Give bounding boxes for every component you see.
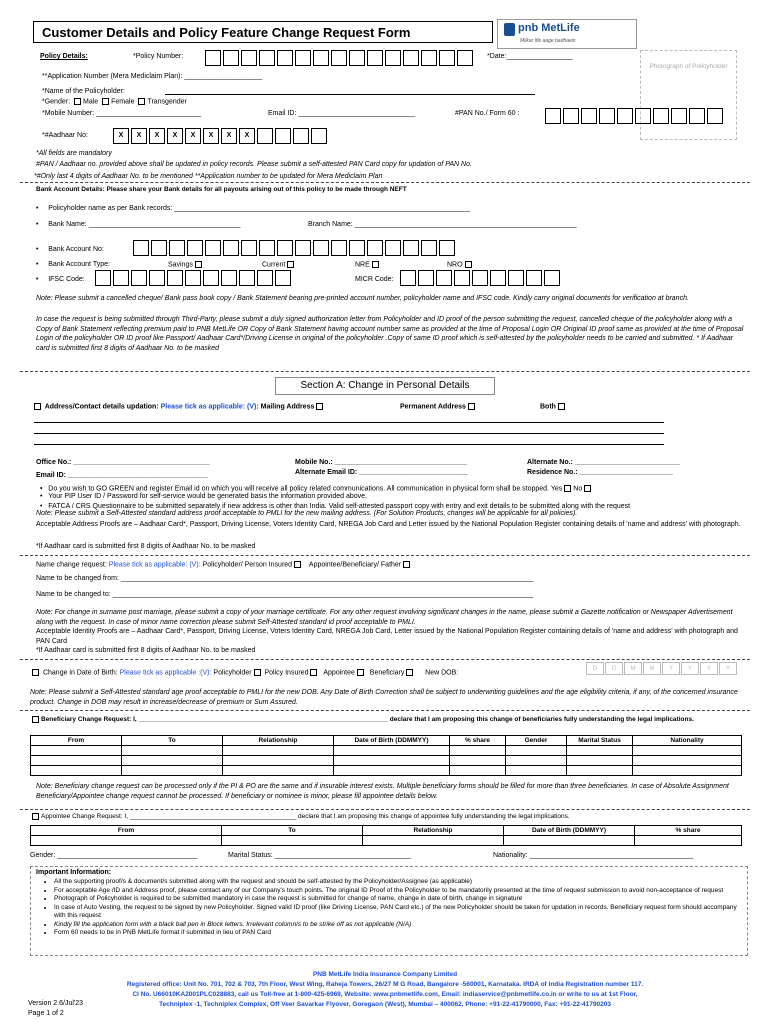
logo-icon [504,23,515,36]
footer-line: Registered office: Unit No. 701, 702 & 703, 7th Floor, West Wing, Raheja Towers, 26/27 M G Road, Bangalore -560001, Karnataka. IRDA of India Registration number 117. [126,981,644,988]
important-list [40,878,740,938]
list-item: • Photograph of Policyholder is required to be submitted mandatory in case the request is submitted for change of name, change in date of birth, change in signature [54,895,740,904]
list-item: • All the supporting proof/s & document/s submitted along with the request and should be self-attested by the Policyholder/Assignee (as applicable) [54,878,740,887]
both-option[interactable]: Both [540,403,567,410]
micr-label: MICR Code: [355,276,394,283]
ifsc-cells[interactable] [95,270,293,286]
page-number: Page 1 of 2 [28,1010,64,1017]
dob-appointee-checkbox[interactable] [357,669,364,676]
name-change-note: Note: For change in surname post marriage, please submit a copy of your marriage certificate. For any other request involving significant changes in the name, please submit a Gazette notification or Newspaper Advertisement along with the request. In case of minor name correction please submit Self-Attested standard id proof acceptable to PMLI. [36,609,733,626]
col-share: % share [450,736,506,746]
third-party-note: In case the request is being submitted through Third-Party, please submit a duly signed authorization letter from Policyholder and ID proof of the person submitting the request, cancelled cheque of the policyholder along with a Copy of Bank Statement reflecting premium paid to PNB MetLife OR Copy of Bank Statement having account number same as provided at the time of Proposal Login OR Original ID proof same as provided at the time of Proposal Login of the policyholder OR ID proof like Passport/ Aadhaar Card*/Driving License in original of the policyholder .Copy of same ID proof which is self-attested by the policyholder needs to be carried and submitted. * If Aadhaar card is submitted first 8 digits of Aadhaar No. to be masked [36,316,744,352]
col-dob: Date of Birth (DDMMYY) [334,736,450,746]
col-relationship: Relationship [223,736,334,746]
beneficiary-request: Beneficiary Change Request: I, _____________________________________________________________________ declare that I am proposing this change of beneficiaries fully understanding the legal implications. [30,716,694,723]
version-label: Version 2.6/Jul'23 [28,1000,84,1007]
bank-holder-name[interactable]: • Policyholder name as per Bank records: ____________________________________________________________________________ [36,205,471,212]
policyholder-name-line[interactable] [165,94,535,95]
account-type-row: • Bank Account Type: [36,261,110,268]
appointee-checkbox[interactable] [403,561,410,568]
transgender-checkbox[interactable] [138,98,145,105]
mailing-checkbox[interactable] [316,403,323,410]
divider [20,809,750,810]
male-label: Male [82,98,99,106]
table-row [31,766,742,776]
aadhaar-cells[interactable]: X X X X X X X X [113,128,329,144]
beneficiary-note: Note: Beneficiary change request can be processed only if the PI & PO are the same and if insurable interest exists. Multiple beneficiary forms should be filled for more than three beneficiaries. In case of Absolute Assignment Beneficiary/Appointee change request cannot be processed. If beneficiary or nominee is minor, please fill appointee details below. [36,783,729,800]
pan-label: #PAN No./ Form 60 : [455,110,520,117]
policy-number-cells[interactable] [205,50,475,66]
logo-name: pnb MetLife [518,22,580,34]
aadhaar-mask-note: *If Aadhaar card is submitted first 8 digits of Aadhaar No. to be masked [36,647,256,654]
table-row [31,836,742,846]
current-option[interactable]: Current [262,261,296,268]
divider [20,710,750,711]
go-green-bullet: • Do you wish to GO GREEN and register Email id on which you will receive all policy related communications. All communication in physical form shall be stopped. Yes No [40,485,593,492]
acceptable-address-proofs: Acceptable Address Proofs are – Aadhaar Card*, Passport, Driving License, Voters Identity Card, NREGA Job Card and Letter issued by the National Population Register containing details of 'name and address' with photograph. [36,521,741,528]
footer-company: PNB MetLife India Insurance Company Limited [312,971,458,978]
table-header [31,826,742,836]
gender-label: *Gender: [42,98,71,106]
divider [20,371,750,372]
branch-name-field[interactable]: Branch Name: _________________________________________________________ [308,221,577,228]
alt-mobile-field[interactable]: Alternate No.: ___________________________ [527,459,680,466]
divider [20,659,750,660]
col-to: To [222,826,363,836]
address-line[interactable] [34,444,664,445]
alt-email-field[interactable]: Alternate Email ID: ____________________________ [295,469,469,476]
photo-box[interactable]: Photograph of Policyholder [640,50,737,140]
aadhaar-note: *#Only last 4 digits of Aadhaar No. to be mentioned **Application number to be updated for Mera Mediclaim Plan [34,173,383,180]
col-share: % share [635,826,742,836]
list-item: • Form 60 needs to be in PNB MetLife format if submitted in lieu of PAN Card [54,929,740,938]
address-line[interactable] [34,422,664,423]
fatca-bullet: • FATCA / CRS Questionnaire to be submitted separately if new address is other than India. Valid self-attested passport copy with entry and exit details to be submitted along with the request [40,503,631,510]
company-logo [497,19,637,49]
aadhaar-mask-note: *If Aadhaar card is submitted first 8 digits of Aadhaar No. to be masked [36,543,256,550]
residence-no-field[interactable]: Residence No.: ________________________ [527,469,673,476]
permanent-option[interactable]: Permanent Address [400,403,477,410]
bank-note: Note: Please submit a cancelled cheque/ Bank pass book copy / Bank Statement bearing pre-printed account number, policyholder name and IFSC code. Kindly carry original documents for verification at branch. [36,295,689,302]
female-label: Female [111,98,135,106]
col-dob: Date of Birth (DDMMYY) [504,826,635,836]
beneficiary-table[interactable] [30,735,742,776]
mobile-no-field[interactable]: Mobile No.: __________________________________ [295,459,468,466]
bank-heading: Bank Account Details: Please share your Bank details for all payouts arising out of this policy to be made through NEFT [36,186,407,193]
logo-tagline: Milkar life aage badhaein [520,38,576,44]
email-field[interactable]: Email ID: ______________________________ [268,110,416,117]
list-item: • In case of Auto Vesting, the request to be signed by new Policyholder. Signed valid ID proof (like Driving License, PAN Card etc.) of the new Policyholder should be taken for updation in records. Beneficiary request form should accompany with this request [54,904,740,921]
col-gender: Gender [506,736,567,746]
footer [40,970,730,1010]
col-nationality: Nationality [633,736,742,746]
ifsc-label: • IFSC Code: [36,276,85,283]
appointee-change-checkbox[interactable] [32,813,39,820]
policy-details-heading: Policy Details: [40,53,88,60]
col-from: From [31,736,122,746]
address-update-checkbox[interactable] [34,403,41,410]
appointee-marital[interactable]: Marital Status: ___________________________________ [228,852,411,859]
office-no-field[interactable]: Office No.: ___________________________________ [36,459,210,466]
table-header [31,736,742,746]
female-checkbox[interactable] [102,98,109,105]
appointee-nationality[interactable]: Nationality: __________________________________________ [493,852,694,859]
pan-cells[interactable] [545,108,725,124]
table-row [31,746,742,756]
name-from-field[interactable]: Name to be changed from: __________________________________________________________________________________________________________ [36,575,534,582]
col-to: To [122,736,223,746]
footer-line: Techniplex -1, Techniplex Complex, Off Veer Savarkar Flyover, Goregaon (West), Mumbai – 400062. Phone: +91-22-41790000, Fax: +91-22-41790203 [159,1001,611,1008]
nre-option[interactable]: NRE [355,261,381,268]
dob-insured-checkbox[interactable] [310,669,317,676]
dob-row: Change in Date of Birth: Please tick as applicable :(V): Policyholder Policy Insured Appointee Beneficiary New DOB: [30,669,458,676]
bank-name-field[interactable]: • Bank Name: _______________________________________ [36,221,241,228]
application-number-field[interactable]: **Application Number (Mera Mediclaim Plan): ____________________ [42,73,263,80]
name-change-row: Name change request: Please tick as applicable: (V): Policyholder/ Person Insured Appointee/Beneficiary/ Father [36,561,412,568]
address-line[interactable] [34,433,664,434]
address-note: Note: Please submit a Self-Attested standard address proof acceptable to PMLI for the new mailing address. (For Solution Products, changes will be applicable for all policies). [36,510,578,517]
address-update-row: Address/Contact details updation: Please tick as applicable: (V): Mailing Address [32,403,325,410]
dob-note: Note: Please submit a Self-Attested standard age proof acceptable to PMLI for the new DOB. Any Date of Birth Correction shall be subject to underwriting guidelines and the age eligibility criteria, if any, of the concerned insurance product. Change in DOB may result in increase/decrease of premium or Sum Assured. [30,689,738,706]
gender-row [42,98,187,105]
transgender-label: Transgender [147,98,187,106]
policyholder-checkbox[interactable] [294,561,301,568]
policyholder-name-label: *Name of the Policyholder: [42,88,125,95]
pan-note: #PAN / Aadhaar no. provided above shall be updated in policy records. Please submit a self-attested PAN Card copy for updation of PAN No. [36,161,472,168]
no-checkbox[interactable] [584,485,591,492]
col-relationship: Relationship [363,826,504,836]
account-no-label: • Bank Account No: [36,246,104,253]
dob-beneficiary-checkbox[interactable] [406,669,413,676]
nro-option[interactable]: NRO [447,261,474,268]
policy-number-label: *Policy Number: [133,53,184,60]
divider [20,182,750,183]
name-to-field[interactable]: Name to be changed to: ____________________________________________________________________________________________________________ [36,591,534,598]
appointee-request: Appointee Change Request: I, ______________________________________________ declare that I am proposing this change of appointee fully understanding the legal implications. [30,813,570,820]
col-from: From [31,826,222,836]
account-no-cells[interactable] [133,240,457,256]
new-dob-cells[interactable]: D D M M Y Y Y Y [586,662,738,675]
mobile-field[interactable]: *Mobile Number: ___________________________ [42,110,202,117]
list-item: • Kindly fill the application form with a black ball pen in Block letters. Irrelevant column/s to be strike off as not applicable (N/A) [54,921,740,930]
section-a-title: Section A: Change in Personal Details [275,377,495,395]
important-heading: Important Information: [36,869,112,876]
yes-checkbox[interactable] [564,485,571,492]
micr-cells[interactable] [400,270,562,286]
aadhaar-label: *#Aadhaar No: [42,132,88,139]
form-title: Customer Details and Policy Feature Change Request Form [33,21,493,43]
col-marital: Marital Status [567,736,633,746]
dob-policyholder-checkbox[interactable] [254,669,261,676]
divider [20,555,750,556]
appointee-table[interactable] [30,825,742,846]
male-checkbox[interactable] [74,98,81,105]
savings-option[interactable]: Savings [168,261,204,268]
email-id-field[interactable]: Email ID: ____________________________________ [36,472,209,479]
pip-bullet: • Your PIP User ID / Password for self-service would be generated basis the information provided above. [40,493,367,500]
acceptable-id-proofs: Acceptable Identity Proofs are – Aadhaar Card*, Passport, Driving License, Voters Identity Card, NREGA Job Card, Letter issued by the National Population Register containing details of 'name and address' with photograph and PAN Card [36,628,738,645]
list-item: • For acceptable Age /ID and Address proof, please contact any of our Company's touch points. The original ID Proof of the Policyholder to be mandatorily presented at the time of request submission to avoid non-acceptance of request [54,887,740,896]
dob-checkbox[interactable] [32,669,39,676]
footer-line: CI No. U66010KA2001PLC028883, call us Toll-free at 1-800-425-6969, Website: www.pnbmetlife.com, Email: indiaservice@pnbmetlife.co.in or write to us at 1st Floor, [132,991,638,998]
beneficiary-checkbox[interactable] [32,716,39,723]
table-row [31,756,742,766]
appointee-gender[interactable]: Gender: ____________________________________ [30,852,198,859]
mandatory-note: *All fields are mandatory [36,150,112,157]
date-field[interactable]: *Date:_________________ [487,53,573,60]
